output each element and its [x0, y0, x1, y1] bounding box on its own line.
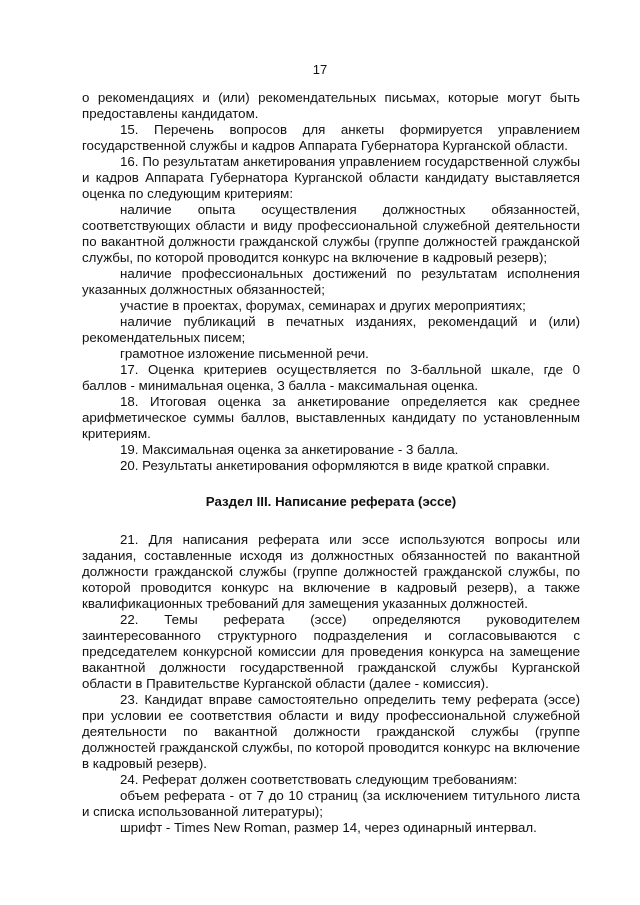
paragraph: 18. Итоговая оценка за анкетирование определяется как среднее арифметическое суммы баллов, выставленных кандидату по установленным критериям.	[82, 394, 580, 441]
document-body	[82, 90, 580, 836]
paragraph: наличие профессиональных достижений по результатам исполнения указанных должностных обязанностей;	[82, 266, 580, 297]
paragraph: 17. Оценка критериев осуществляется по 3-балльной шкале, где 0 баллов - минимальная оценка, 3 балла - максимальная оценка.	[82, 362, 580, 393]
section-heading: Раздел III. Написание реферата (эссе)	[205, 494, 457, 509]
paragraph: 20. Результаты анкетирования оформляются в виде краткой справки.	[120, 458, 550, 473]
paragraph: 21. Для написания реферата или эссе используются вопросы или задания, составленные исходя из должностных обязанностей по вакантной должности гражданской службы (группе должностей гражданской службы, по которой проводится конкурс на включение в кадровый резерв), а также квалификационных требований для замещения указанных должностей.	[82, 532, 580, 611]
paragraph: грамотное изложение письменной речи.	[120, 346, 369, 361]
paragraph: наличие публикаций в печатных изданиях, рекомендаций и (или) рекомендательных писем;	[82, 314, 580, 345]
paragraph: 16. По результатам анкетирования управлением государственной службы и кадров Аппарата Губернатора Курганской области кандидату выставляется оценка по следующим критериям:	[82, 154, 580, 201]
paragraph: 15. Перечень вопросов для анкеты формируется управлением государственной службы и кадров Аппарата Губернатора Курганской области.	[82, 122, 580, 153]
paragraph: наличие опыта осуществления должностных обязанностей, соответствующих области и виду профессиональной служебной деятельности по вакантной должности гражданской службы (группе должностей гражданской службы, по которой проводится конкурс на включение в кадровый резерв);	[82, 202, 580, 265]
paragraph: объем реферата - от 7 до 10 страниц (за исключением титульного листа и списка использованной литературы);	[82, 788, 580, 819]
paragraph: шрифт - Times New Roman, размер 14, через одинарный интервал.	[120, 820, 537, 835]
paragraph: 22. Темы реферата (эссе) определяются руководителем заинтересованного структурного подразделения и согласовываются с председателем конкурсной комиссии для проведения конкурса на замещение вакантной должности государственной гражданской службы Курганской области в Правительстве Курганской области (далее - комиссия).	[82, 612, 580, 691]
page-number: 17	[312, 62, 328, 77]
paragraph: 24. Реферат должен соответствовать следующим требованиям:	[120, 772, 518, 787]
paragraph: о рекомендациях и (или) рекомендательных письмах, которые могут быть предоставлены кандидатом.	[82, 90, 580, 121]
paragraph: участие в проектах, форумах, семинарах и других мероприятиях;	[120, 298, 526, 313]
paragraph: 23. Кандидат вправе самостоятельно определить тему реферата (эссе) при условии ее соответствия области и виду профессиональной служебной деятельности по вакантной должности гражданской службы (группе должностей гражданской службы, по которой проводится конкурс на включение в кадровый резерв).	[82, 692, 580, 771]
paragraph: 19. Максимальная оценка за анкетирование - 3 балла.	[120, 442, 459, 457]
